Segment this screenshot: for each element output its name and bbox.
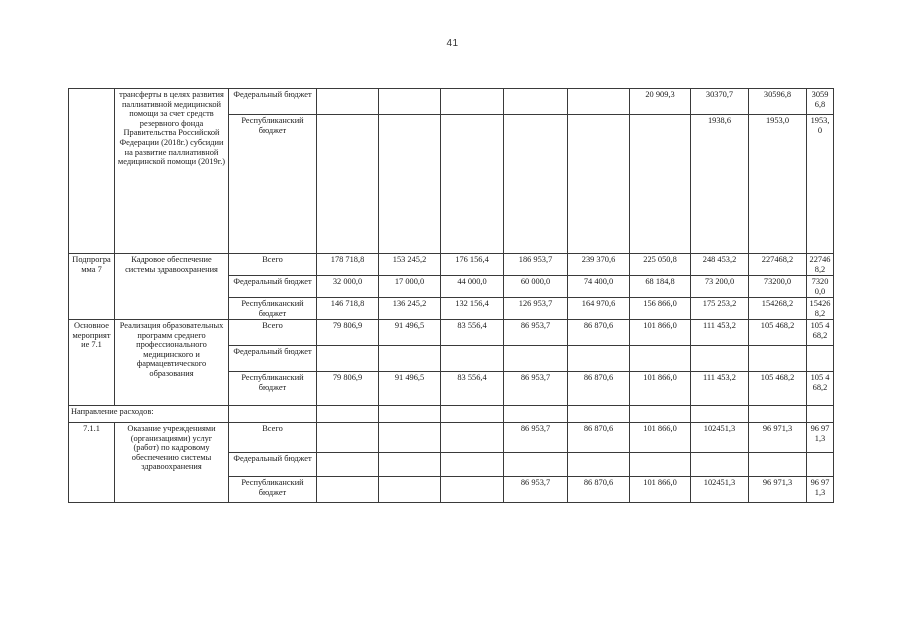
value-cell: 86 953,7 (504, 477, 568, 503)
row-code: Основное мероприятие 7.1 (69, 320, 115, 406)
empty-cell (568, 406, 630, 423)
value-cell: 164 970,6 (568, 298, 630, 320)
value-cell (379, 346, 441, 372)
table-row (69, 320, 834, 346)
value-cell: 227468,2 (807, 254, 834, 276)
value-cell (749, 346, 807, 372)
value-cell (568, 453, 630, 477)
value-cell: 86 870,6 (568, 372, 630, 406)
value-cell: 101 866,0 (630, 372, 691, 406)
row-description: Реализация образовательных программ среднего профессионального медицинского и фармацевтического образования (115, 320, 229, 406)
value-cell: 74 400,0 (568, 276, 630, 298)
value-cell: 86 870,6 (568, 423, 630, 453)
value-cell (379, 89, 441, 115)
value-cell: 73 200,0 (691, 276, 749, 298)
table-row (69, 406, 834, 423)
value-cell: 102451,3 (691, 477, 749, 503)
budget-table (68, 88, 834, 503)
budget-source-label: Федеральный бюджет (229, 89, 317, 115)
value-cell (317, 346, 379, 372)
value-cell: 17 000,0 (379, 276, 441, 298)
row-description: Оказание учреждениями (организациями) услуг (работ) по кадровому обеспечению системы здравоохранения (115, 423, 229, 503)
row-code (69, 89, 115, 254)
value-cell (441, 115, 504, 254)
row-code: 7.1.1 (69, 423, 115, 503)
value-cell: 227468,2 (749, 254, 807, 276)
value-cell: 154268,2 (807, 298, 834, 320)
value-cell (441, 477, 504, 503)
empty-cell (807, 406, 834, 423)
table-row (69, 254, 834, 276)
value-cell: 132 156,4 (441, 298, 504, 320)
value-cell (379, 477, 441, 503)
empty-cell (317, 406, 379, 423)
value-cell: 102451,3 (691, 423, 749, 453)
value-cell: 101 866,0 (630, 320, 691, 346)
value-cell: 86 953,7 (504, 423, 568, 453)
value-cell (441, 453, 504, 477)
value-cell: 30370,7 (691, 89, 749, 115)
value-cell: 175 253,2 (691, 298, 749, 320)
section-label: Направление расходов: (69, 406, 229, 423)
value-cell: 146 718,8 (317, 298, 379, 320)
row-description: трансферты в целях развития паллиативной медицинской помощи за счет средств резервного фонда Правительства Российской Федерации (2018г.) субсидии на развитие паллиативной медицинской помощи (2019г.) (115, 89, 229, 254)
value-cell: 1953,0 (807, 115, 834, 254)
row-code: Подпрограмма 7 (69, 254, 115, 320)
value-cell: 86 870,6 (568, 320, 630, 346)
budget-source-label: Федеральный бюджет (229, 453, 317, 477)
value-cell: 153 245,2 (379, 254, 441, 276)
value-cell: 96 971,3 (807, 477, 834, 503)
value-cell: 68 184,8 (630, 276, 691, 298)
value-cell: 156 866,0 (630, 298, 691, 320)
value-cell (317, 115, 379, 254)
table-row (69, 89, 834, 115)
row-description: Кадровое обеспечение системы здравоохранения (115, 254, 229, 320)
budget-source-label: Республиканский бюджет (229, 298, 317, 320)
table-row (69, 423, 834, 453)
value-cell (317, 477, 379, 503)
value-cell: 79 806,9 (317, 320, 379, 346)
budget-source-label: Всего (229, 254, 317, 276)
value-cell: 30596,8 (749, 89, 807, 115)
value-cell (691, 346, 749, 372)
value-cell (504, 89, 568, 115)
value-cell (379, 423, 441, 453)
value-cell: 91 496,5 (379, 320, 441, 346)
empty-cell (630, 406, 691, 423)
value-cell (441, 423, 504, 453)
value-cell: 101 866,0 (630, 477, 691, 503)
value-cell: 101 866,0 (630, 423, 691, 453)
empty-cell (691, 406, 749, 423)
value-cell (568, 89, 630, 115)
value-cell: 86 953,7 (504, 372, 568, 406)
value-cell (504, 346, 568, 372)
value-cell: 83 556,4 (441, 372, 504, 406)
page-number: 41 (446, 38, 459, 49)
value-cell: 105 468,2 (749, 320, 807, 346)
value-cell: 44 000,0 (441, 276, 504, 298)
budget-source-label: Всего (229, 320, 317, 346)
value-cell (379, 115, 441, 254)
budget-source-label: Всего (229, 423, 317, 453)
budget-source-label: Республиканский бюджет (229, 115, 317, 254)
empty-cell (749, 406, 807, 423)
value-cell: 86 953,7 (504, 320, 568, 346)
value-cell: 105 468,2 (749, 372, 807, 406)
value-cell: 96 971,3 (749, 423, 807, 453)
value-cell: 96 971,3 (749, 477, 807, 503)
value-cell: 105 468,2 (807, 320, 834, 346)
value-cell: 239 370,6 (568, 254, 630, 276)
empty-cell (441, 406, 504, 423)
value-cell (807, 453, 834, 477)
value-cell (568, 115, 630, 254)
value-cell: 86 870,6 (568, 477, 630, 503)
value-cell (691, 453, 749, 477)
empty-cell (504, 406, 568, 423)
value-cell (630, 453, 691, 477)
value-cell (504, 115, 568, 254)
budget-source-label: Республиканский бюджет (229, 477, 317, 503)
value-cell: 225 050,8 (630, 254, 691, 276)
value-cell: 83 556,4 (441, 320, 504, 346)
value-cell: 32 000,0 (317, 276, 379, 298)
value-cell (317, 89, 379, 115)
value-cell (441, 89, 504, 115)
value-cell: 105 468,2 (807, 372, 834, 406)
value-cell: 73200,0 (749, 276, 807, 298)
budget-source-label: Федеральный бюджет (229, 276, 317, 298)
value-cell: 1953,0 (749, 115, 807, 254)
value-cell (630, 115, 691, 254)
value-cell: 96 971,3 (807, 423, 834, 453)
value-cell: 176 156,4 (441, 254, 504, 276)
value-cell (807, 346, 834, 372)
value-cell (568, 346, 630, 372)
value-cell (504, 453, 568, 477)
value-cell: 154268,2 (749, 298, 807, 320)
budget-source-label: Республиканский бюджет (229, 372, 317, 406)
value-cell: 111 453,2 (691, 372, 749, 406)
value-cell: 111 453,2 (691, 320, 749, 346)
value-cell (317, 423, 379, 453)
value-cell (379, 453, 441, 477)
value-cell: 73200,0 (807, 276, 834, 298)
value-cell (630, 346, 691, 372)
value-cell: 126 953,7 (504, 298, 568, 320)
value-cell: 178 718,8 (317, 254, 379, 276)
empty-cell (379, 406, 441, 423)
value-cell: 91 496,5 (379, 372, 441, 406)
value-cell: 30596,8 (807, 89, 834, 115)
budget-source-label: Федеральный бюджет (229, 346, 317, 372)
value-cell: 136 245,2 (379, 298, 441, 320)
value-cell: 1938,6 (691, 115, 749, 254)
value-cell: 186 953,7 (504, 254, 568, 276)
value-cell (749, 453, 807, 477)
value-cell (317, 453, 379, 477)
value-cell (441, 346, 504, 372)
empty-cell (229, 406, 317, 423)
value-cell: 60 000,0 (504, 276, 568, 298)
value-cell: 20 909,3 (630, 89, 691, 115)
value-cell: 79 806,9 (317, 372, 379, 406)
value-cell: 248 453,2 (691, 254, 749, 276)
